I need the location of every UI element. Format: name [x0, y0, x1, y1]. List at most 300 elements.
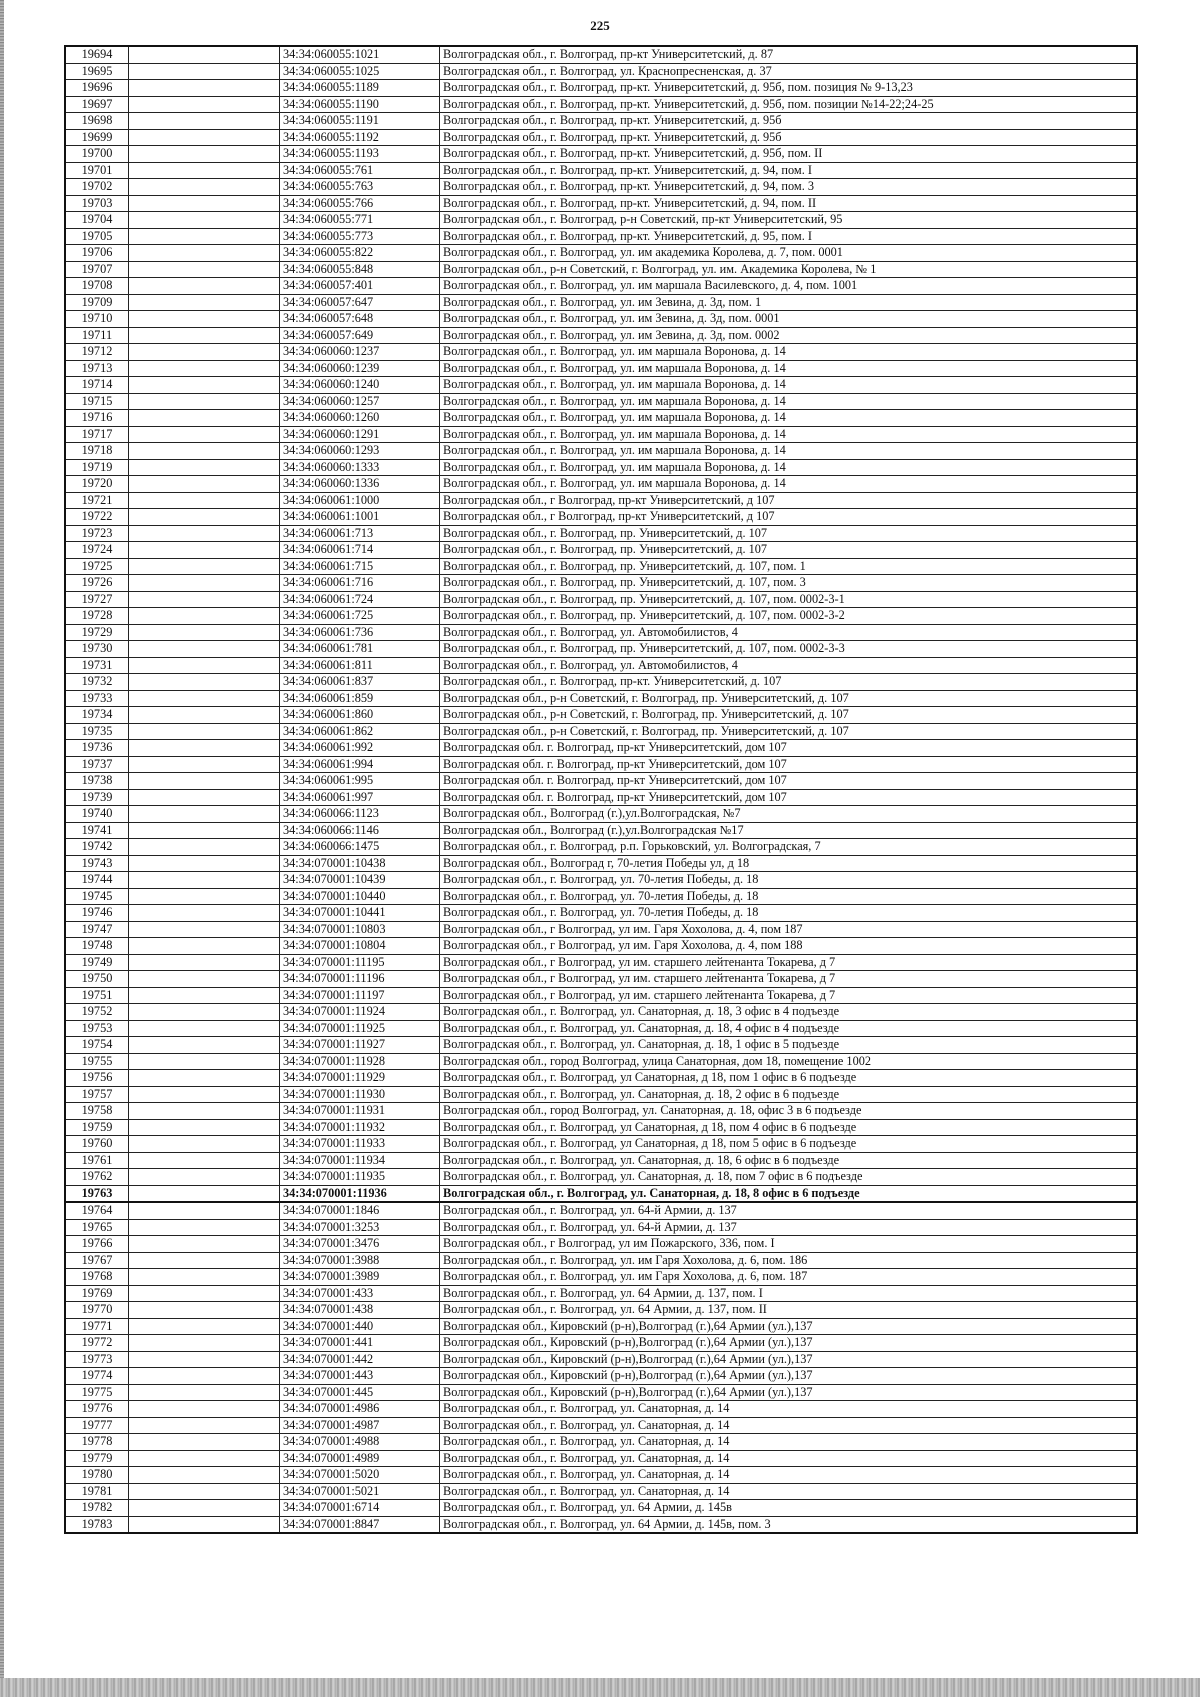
- empty-cell: [129, 1434, 280, 1451]
- address-cell: Волгоградская обл., г. Волгоград, ул. Санаторная, д. 14: [440, 1417, 1138, 1434]
- empty-cell: [129, 1202, 280, 1219]
- address-cell: Волгоградская обл., г. Волгоград, ул. им академика Королева, д. 7, пом. 0001: [440, 245, 1138, 262]
- table-row: [65, 1450, 1137, 1467]
- empty-cell: [129, 905, 280, 922]
- table-row: [65, 492, 1137, 509]
- cadastral-number-cell: 34:34:060055:773: [280, 228, 440, 245]
- table-row: [65, 476, 1137, 493]
- address-cell: Волгоградская обл., р-н Советский, г. Волгоград, пр. Университетский, д. 107: [440, 707, 1138, 724]
- row-number-cell: 19751: [65, 987, 129, 1004]
- address-cell: Волгоградская обл., г. Волгоград, пр. Университетский, д. 107, пом. 0002-3-1: [440, 591, 1138, 608]
- empty-cell: [129, 1450, 280, 1467]
- address-cell: Волгоградская обл., г. Волгоград, пр. Университетский, д. 107, пом. 0002-3-2: [440, 608, 1138, 625]
- table-row: [65, 525, 1137, 542]
- address-cell: Волгоградская обл., г. Волгоград, ул. им маршала Воронова, д. 14: [440, 476, 1138, 493]
- table-row: [65, 1467, 1137, 1484]
- table-row: [65, 773, 1137, 790]
- empty-cell: [129, 46, 280, 63]
- empty-cell: [129, 1136, 280, 1153]
- empty-cell: [129, 1185, 280, 1202]
- cadastral-number-cell: 34:34:060055:1189: [280, 80, 440, 97]
- table-row: [65, 690, 1137, 707]
- cadastral-number-cell: 34:34:060055:771: [280, 212, 440, 229]
- table-row: [65, 1252, 1137, 1269]
- table-row: [65, 1004, 1137, 1021]
- table-row: [65, 1368, 1137, 1385]
- row-number-cell: 19732: [65, 674, 129, 691]
- empty-cell: [129, 1335, 280, 1352]
- table-row: [65, 1169, 1137, 1186]
- empty-cell: [129, 245, 280, 262]
- row-number-cell: 19775: [65, 1384, 129, 1401]
- table-row: [65, 1119, 1137, 1136]
- row-number-cell: 19719: [65, 459, 129, 476]
- empty-cell: [129, 212, 280, 229]
- registry-table: [64, 45, 1138, 1534]
- table-row: [65, 1053, 1137, 1070]
- table-row: [65, 542, 1137, 559]
- table-row: [65, 1185, 1137, 1202]
- table-row: [65, 261, 1137, 278]
- address-cell: Волгоградская обл., г Волгоград, ул им. старшего лейтенанта Токарева, д 7: [440, 987, 1138, 1004]
- table-row: [65, 1219, 1137, 1236]
- empty-cell: [129, 1417, 280, 1434]
- cadastral-number-cell: 34:34:060061:992: [280, 740, 440, 757]
- address-cell: Волгоградская обл., г. Волгоград, ул. им Гаря Хохолова, д. 6, пом. 187: [440, 1269, 1138, 1286]
- table-row: [65, 1500, 1137, 1517]
- address-cell: Волгоградская обл., г. Волгоград, ул. им маршала Василевского, д. 4, пом. 1001: [440, 278, 1138, 295]
- row-number-cell: 19731: [65, 657, 129, 674]
- row-number-cell: 19736: [65, 740, 129, 757]
- empty-cell: [129, 96, 280, 113]
- empty-cell: [129, 1269, 280, 1286]
- address-cell: Волгоградская обл. г. Волгоград, пр-кт Университетский, дом 107: [440, 740, 1138, 757]
- address-cell: Волгоградская обл., г. Волгоград, ул. им маршала Воронова, д. 14: [440, 377, 1138, 394]
- cadastral-number-cell: 34:34:060061:714: [280, 542, 440, 559]
- table-row: [65, 657, 1137, 674]
- cadastral-number-cell: 34:34:070001:11927: [280, 1037, 440, 1054]
- address-cell: Волгоградская обл., Кировский (р-н),Волгоград (г.),64 Армии (ул.),137: [440, 1384, 1138, 1401]
- empty-cell: [129, 377, 280, 394]
- table-row: [65, 360, 1137, 377]
- cadastral-number-cell: 34:34:070001:4986: [280, 1401, 440, 1418]
- cadastral-number-cell: 34:34:060060:1293: [280, 443, 440, 460]
- row-number-cell: 19774: [65, 1368, 129, 1385]
- cadastral-number-cell: 34:34:070001:10440: [280, 888, 440, 905]
- address-cell: Волгоградская обл., Кировский (р-н),Волгоград (г.),64 Армии (ул.),137: [440, 1318, 1138, 1335]
- row-number-cell: 19754: [65, 1037, 129, 1054]
- address-cell: Волгоградская обл., Кировский (р-н),Волгоград (г.),64 Армии (ул.),137: [440, 1351, 1138, 1368]
- row-number-cell: 19694: [65, 46, 129, 63]
- address-cell: Волгоградская обл., г Волгоград, ул им. старшего лейтенанта Токарева, д 7: [440, 971, 1138, 988]
- row-number-cell: 19781: [65, 1483, 129, 1500]
- table-row: [65, 1384, 1137, 1401]
- empty-cell: [129, 63, 280, 80]
- address-cell: Волгоградская обл., г. Волгоград, ул. Санаторная, д. 18, 8 офис в 6 подъезде: [440, 1185, 1138, 1202]
- address-cell: Волгоградская обл., г. Волгоград, р-н Советский, пр-кт Университетский, 95: [440, 212, 1138, 229]
- empty-cell: [129, 195, 280, 212]
- address-cell: Волгоградская обл., г. Волгоград, пр. Университетский, д. 107, пом. 3: [440, 575, 1138, 592]
- row-number-cell: 19742: [65, 839, 129, 856]
- table-row: [65, 591, 1137, 608]
- empty-cell: [129, 1351, 280, 1368]
- cadastral-number-cell: 34:34:070001:11934: [280, 1152, 440, 1169]
- address-cell: Волгоградская обл., г. Волгоград, пр-кт. Университетский, д. 95б: [440, 129, 1138, 146]
- empty-cell: [129, 459, 280, 476]
- address-cell: Волгоградская обл., Волгоград г, 70-летия Победы ул, д 18: [440, 855, 1138, 872]
- row-number-cell: 19753: [65, 1020, 129, 1037]
- cadastral-number-cell: 34:34:070001:4989: [280, 1450, 440, 1467]
- empty-cell: [129, 525, 280, 542]
- table-row: [65, 707, 1137, 724]
- table-row: [65, 674, 1137, 691]
- table-row: [65, 443, 1137, 460]
- row-number-cell: 19711: [65, 327, 129, 344]
- cadastral-number-cell: 34:34:070001:10804: [280, 938, 440, 955]
- address-cell: Волгоградская обл., г. Волгоград, пр-кт Университетский, д. 87: [440, 46, 1138, 63]
- address-cell: Волгоградская обл., г. Волгоград, ул. Санаторная, д. 18, 1 офис в 5 подъезде: [440, 1037, 1138, 1054]
- cadastral-number-cell: 34:34:060066:1475: [280, 839, 440, 856]
- cadastral-number-cell: 34:34:070001:10439: [280, 872, 440, 889]
- row-number-cell: 19733: [65, 690, 129, 707]
- row-number-cell: 19738: [65, 773, 129, 790]
- address-cell: Волгоградская обл., г Волгоград, ул им Пожарского, 336, пом. I: [440, 1236, 1138, 1253]
- address-cell: Волгоградская обл., г. Волгоград, пр-кт. Университетский, д. 95, пом. I: [440, 228, 1138, 245]
- row-number-cell: 19759: [65, 1119, 129, 1136]
- table-row: [65, 1351, 1137, 1368]
- table-row: [65, 575, 1137, 592]
- empty-cell: [129, 426, 280, 443]
- row-number-cell: 19752: [65, 1004, 129, 1021]
- scan-edge-left: [0, 0, 4, 1697]
- empty-cell: [129, 690, 280, 707]
- table-row: [65, 410, 1137, 427]
- empty-cell: [129, 740, 280, 757]
- table-row: [65, 921, 1137, 938]
- row-number-cell: 19783: [65, 1516, 129, 1533]
- cadastral-number-cell: 34:34:060055:1192: [280, 129, 440, 146]
- cadastral-number-cell: 34:34:070001:10441: [280, 905, 440, 922]
- empty-cell: [129, 1169, 280, 1186]
- cadastral-number-cell: 34:34:060060:1333: [280, 459, 440, 476]
- address-cell: Волгоградская обл., г. Волгоград, ул. им маршала Воронова, д. 14: [440, 426, 1138, 443]
- row-number-cell: 19743: [65, 855, 129, 872]
- row-number-cell: 19749: [65, 954, 129, 971]
- address-cell: Волгоградская обл., р-н Советский, г. Волгоград, ул. им. Академика Королева, № 1: [440, 261, 1138, 278]
- table-row: [65, 113, 1137, 130]
- address-cell: Волгоградская обл., г. Волгоград, ул. 64 Армии, д. 145в, пом. 3: [440, 1516, 1138, 1533]
- cadastral-number-cell: 34:34:060055:761: [280, 162, 440, 179]
- address-cell: Волгоградская обл., г. Волгоград, ул. им маршала Воронова, д. 14: [440, 393, 1138, 410]
- empty-cell: [129, 113, 280, 130]
- address-cell: Волгоградская обл., Кировский (р-н),Волгоград (г.),64 Армии (ул.),137: [440, 1368, 1138, 1385]
- row-number-cell: 19710: [65, 311, 129, 328]
- empty-cell: [129, 509, 280, 526]
- row-number-cell: 19765: [65, 1219, 129, 1236]
- table-row: [65, 96, 1137, 113]
- row-number-cell: 19721: [65, 492, 129, 509]
- empty-cell: [129, 228, 280, 245]
- address-cell: Волгоградская обл., г. Волгоград, ул. Санаторная, д. 18, 6 офис в 6 подъезде: [440, 1152, 1138, 1169]
- table-row: [65, 1417, 1137, 1434]
- empty-cell: [129, 1516, 280, 1533]
- empty-cell: [129, 971, 280, 988]
- row-number-cell: 19702: [65, 179, 129, 196]
- empty-cell: [129, 492, 280, 509]
- row-number-cell: 19763: [65, 1185, 129, 1202]
- row-number-cell: 19776: [65, 1401, 129, 1418]
- row-number-cell: 19748: [65, 938, 129, 955]
- row-number-cell: 19696: [65, 80, 129, 97]
- table-row: [65, 806, 1137, 823]
- empty-cell: [129, 987, 280, 1004]
- cadastral-number-cell: 34:34:070001:11931: [280, 1103, 440, 1120]
- empty-cell: [129, 393, 280, 410]
- row-number-cell: 19756: [65, 1070, 129, 1087]
- empty-cell: [129, 954, 280, 971]
- table-row: [65, 1318, 1137, 1335]
- empty-cell: [129, 311, 280, 328]
- row-number-cell: 19782: [65, 1500, 129, 1517]
- row-number-cell: 19699: [65, 129, 129, 146]
- empty-cell: [129, 1053, 280, 1070]
- address-cell: Волгоградская обл., г. Волгоград, ул. Автомобилистов, 4: [440, 624, 1138, 641]
- table-row: [65, 228, 1137, 245]
- empty-cell: [129, 822, 280, 839]
- table-row: [65, 1152, 1137, 1169]
- empty-cell: [129, 1285, 280, 1302]
- address-cell: Волгоградская обл., г. Волгоград, ул. Санаторная, д. 14: [440, 1434, 1138, 1451]
- row-number-cell: 19757: [65, 1086, 129, 1103]
- cadastral-number-cell: 34:34:060061:811: [280, 657, 440, 674]
- cadastral-number-cell: 34:34:070001:442: [280, 1351, 440, 1368]
- row-number-cell: 19730: [65, 641, 129, 658]
- row-number-cell: 19777: [65, 1417, 129, 1434]
- table-row: [65, 162, 1137, 179]
- empty-cell: [129, 1219, 280, 1236]
- cadastral-number-cell: 34:34:060061:1000: [280, 492, 440, 509]
- row-number-cell: 19761: [65, 1152, 129, 1169]
- empty-cell: [129, 1152, 280, 1169]
- cadastral-number-cell: 34:34:060055:1021: [280, 46, 440, 63]
- empty-cell: [129, 261, 280, 278]
- address-cell: Волгоградская обл., г Волгоград, пр-кт Университетский, д 107: [440, 509, 1138, 526]
- cadastral-number-cell: 34:34:060061:994: [280, 756, 440, 773]
- cadastral-number-cell: 34:34:060057:401: [280, 278, 440, 295]
- row-number-cell: 19745: [65, 888, 129, 905]
- address-cell: Волгоградская обл., г Волгоград, ул им. Гаря Хохолова, д. 4, пом 188: [440, 938, 1138, 955]
- cadastral-number-cell: 34:34:060057:647: [280, 294, 440, 311]
- table-row: [65, 377, 1137, 394]
- row-number-cell: 19709: [65, 294, 129, 311]
- row-number-cell: 19707: [65, 261, 129, 278]
- empty-cell: [129, 1483, 280, 1500]
- empty-cell: [129, 558, 280, 575]
- cadastral-number-cell: 34:34:070001:11930: [280, 1086, 440, 1103]
- empty-cell: [129, 410, 280, 427]
- table-row: [65, 63, 1137, 80]
- cadastral-number-cell: 34:34:060060:1239: [280, 360, 440, 377]
- row-number-cell: 19779: [65, 1450, 129, 1467]
- cadastral-number-cell: 34:34:060060:1336: [280, 476, 440, 493]
- address-cell: Волгоградская обл., г. Волгоград, ул. им Зевина, д. 3д, пом. 1: [440, 294, 1138, 311]
- row-number-cell: 19698: [65, 113, 129, 130]
- address-cell: Волгоградская обл., г. Волгоград, ул. Краснопресненская, д. 37: [440, 63, 1138, 80]
- row-number-cell: 19767: [65, 1252, 129, 1269]
- row-number-cell: 19744: [65, 872, 129, 889]
- empty-cell: [129, 1020, 280, 1037]
- cadastral-number-cell: 34:34:070001:433: [280, 1285, 440, 1302]
- address-cell: Волгоградская обл., р-н Советский, г. Волгоград, пр. Университетский, д. 107: [440, 723, 1138, 740]
- cadastral-number-cell: 34:34:070001:438: [280, 1302, 440, 1319]
- table-row: [65, 971, 1137, 988]
- row-number-cell: 19780: [65, 1467, 129, 1484]
- empty-cell: [129, 1318, 280, 1335]
- table-row: [65, 1434, 1137, 1451]
- cadastral-number-cell: 34:34:070001:3476: [280, 1236, 440, 1253]
- row-number-cell: 19734: [65, 707, 129, 724]
- address-cell: Волгоградская обл., город Волгоград, ул. Санаторная, д. 18, офис 3 в 6 подъезде: [440, 1103, 1138, 1120]
- table-row: [65, 789, 1137, 806]
- table-row: [65, 1236, 1137, 1253]
- cadastral-number-cell: 34:34:070001:11195: [280, 954, 440, 971]
- row-number-cell: 19741: [65, 822, 129, 839]
- table-row: [65, 888, 1137, 905]
- address-cell: Волгоградская обл., г. Волгоград, пр-кт. Университетский, д. 95б: [440, 113, 1138, 130]
- row-number-cell: 19773: [65, 1351, 129, 1368]
- empty-cell: [129, 1119, 280, 1136]
- address-cell: Волгоградская обл., г. Волгоград, ул. 70-летия Победы, д. 18: [440, 872, 1138, 889]
- table-row: [65, 740, 1137, 757]
- table-row: [65, 839, 1137, 856]
- empty-cell: [129, 608, 280, 625]
- empty-cell: [129, 872, 280, 889]
- address-cell: Волгоградская обл., г Волгоград, ул им. старшего лейтенанта Токарева, д 7: [440, 954, 1138, 971]
- address-cell: Волгоградская обл., г. Волгоград, пр-кт. Университетский, д. 94, пом. II: [440, 195, 1138, 212]
- row-number-cell: 19747: [65, 921, 129, 938]
- address-cell: Волгоградская обл., г. Волгоград, ул. 64 Армии, д. 145в: [440, 1500, 1138, 1517]
- row-number-cell: 19739: [65, 789, 129, 806]
- row-number-cell: 19750: [65, 971, 129, 988]
- empty-cell: [129, 476, 280, 493]
- address-cell: Волгоградская обл., г. Волгоград, ул. им маршала Воронова, д. 14: [440, 344, 1138, 361]
- address-cell: Волгоградская обл., р-н Советский, г. Волгоград, пр. Университетский, д. 107: [440, 690, 1138, 707]
- address-cell: Волгоградская обл., г. Волгоград, ул. Санаторная, д. 14: [440, 1467, 1138, 1484]
- address-cell: Волгоградская обл., город Волгоград, улица Санаторная, дом 18, помещение 1002: [440, 1053, 1138, 1070]
- table-row: [65, 212, 1137, 229]
- row-number-cell: 19737: [65, 756, 129, 773]
- address-cell: Волгоградская обл., г. Волгоград, ул. 64 Армии, д. 137, пом. I: [440, 1285, 1138, 1302]
- table-row: [65, 1037, 1137, 1054]
- row-number-cell: 19760: [65, 1136, 129, 1153]
- cadastral-number-cell: 34:34:060060:1260: [280, 410, 440, 427]
- address-cell: Волгоградская обл., г. Волгоград, пр. Университетский, д. 107, пом. 0002-3-3: [440, 641, 1138, 658]
- row-number-cell: 19725: [65, 558, 129, 575]
- cadastral-number-cell: 34:34:070001:3988: [280, 1252, 440, 1269]
- table-row: [65, 195, 1137, 212]
- table-row: [65, 344, 1137, 361]
- table-row: [65, 426, 1137, 443]
- table-row: [65, 987, 1137, 1004]
- cadastral-number-cell: 34:34:070001:11196: [280, 971, 440, 988]
- empty-cell: [129, 278, 280, 295]
- cadastral-number-cell: 34:34:060057:648: [280, 311, 440, 328]
- empty-cell: [129, 1500, 280, 1517]
- address-cell: Волгоградская обл., г. Волгоград, ул. им Зевина, д. 3д, пом. 0002: [440, 327, 1138, 344]
- empty-cell: [129, 1070, 280, 1087]
- empty-cell: [129, 624, 280, 641]
- table-row: [65, 146, 1137, 163]
- cadastral-number-cell: 34:34:060055:1193: [280, 146, 440, 163]
- empty-cell: [129, 1467, 280, 1484]
- row-number-cell: 19706: [65, 245, 129, 262]
- cadastral-number-cell: 34:34:070001:11925: [280, 1020, 440, 1037]
- address-cell: Волгоградская обл., г. Волгоград, р.п. Горьковский, ул. Волгоградская, 7: [440, 839, 1138, 856]
- cadastral-number-cell: 34:34:060055:848: [280, 261, 440, 278]
- cadastral-number-cell: 34:34:060055:1025: [280, 63, 440, 80]
- row-number-cell: 19740: [65, 806, 129, 823]
- address-cell: Волгоградская обл., Кировский (р-н),Волгоград (г.),64 Армии (ул.),137: [440, 1335, 1138, 1352]
- table-row: [65, 1086, 1137, 1103]
- cadastral-number-cell: 34:34:060060:1240: [280, 377, 440, 394]
- cadastral-number-cell: 34:34:060055:1190: [280, 96, 440, 113]
- cadastral-number-cell: 34:34:060061:995: [280, 773, 440, 790]
- table-row: [65, 1269, 1137, 1286]
- row-number-cell: 19755: [65, 1053, 129, 1070]
- address-cell: Волгоградская обл., г. Волгоград, ул. Санаторная, д. 18, 3 офис в 4 подъезде: [440, 1004, 1138, 1021]
- cadastral-number-cell: 34:34:060057:649: [280, 327, 440, 344]
- address-cell: Волгоградская обл., г. Волгоград, пр-кт. Университетский, д. 95б, пом. позиции №14-22;24-25: [440, 96, 1138, 113]
- row-number-cell: 19708: [65, 278, 129, 295]
- row-number-cell: 19769: [65, 1285, 129, 1302]
- address-cell: Волгоградская обл., г. Волгоград, ул. Санаторная, д. 14: [440, 1483, 1138, 1500]
- cadastral-number-cell: 34:34:070001:11936: [280, 1185, 440, 1202]
- row-number-cell: 19746: [65, 905, 129, 922]
- cadastral-number-cell: 34:34:060061:860: [280, 707, 440, 724]
- address-cell: Волгоградская обл., г. Волгоград, пр. Университетский, д. 107: [440, 525, 1138, 542]
- empty-cell: [129, 888, 280, 905]
- address-cell: Волгоградская обл., г. Волгоград, ул. 64-й Армии, д. 137: [440, 1219, 1138, 1236]
- row-number-cell: 19722: [65, 509, 129, 526]
- address-cell: Волгоградская обл. г. Волгоград, пр-кт Университетский, дом 107: [440, 789, 1138, 806]
- row-number-cell: 19764: [65, 1202, 129, 1219]
- cadastral-number-cell: 34:34:060055:766: [280, 195, 440, 212]
- row-number-cell: 19729: [65, 624, 129, 641]
- table-row: [65, 129, 1137, 146]
- cadastral-number-cell: 34:34:070001:11933: [280, 1136, 440, 1153]
- address-cell: Волгоградская обл., г. Волгоград, ул Санаторная, д 18, пом 4 офис в 6 подъезде: [440, 1119, 1138, 1136]
- address-cell: Волгоградская обл., г. Волгоград, ул. 64 Армии, д. 137, пом. II: [440, 1302, 1138, 1319]
- cadastral-number-cell: 34:34:070001:11928: [280, 1053, 440, 1070]
- row-number-cell: 19697: [65, 96, 129, 113]
- cadastral-number-cell: 34:34:070001:1846: [280, 1202, 440, 1219]
- row-number-cell: 19727: [65, 591, 129, 608]
- table-row: [65, 558, 1137, 575]
- row-number-cell: 19762: [65, 1169, 129, 1186]
- table-row: [65, 46, 1137, 63]
- empty-cell: [129, 1004, 280, 1021]
- table-row: [65, 1136, 1137, 1153]
- cadastral-number-cell: 34:34:060055:1191: [280, 113, 440, 130]
- row-number-cell: 19716: [65, 410, 129, 427]
- table-row: [65, 641, 1137, 658]
- empty-cell: [129, 575, 280, 592]
- empty-cell: [129, 1086, 280, 1103]
- address-cell: Волгоградская обл. г. Волгоград, пр-кт Университетский, дом 107: [440, 773, 1138, 790]
- address-cell: Волгоградская обл., Волгоград (г.),ул.Волгоградская, №7: [440, 806, 1138, 823]
- cadastral-number-cell: 34:34:070001:4988: [280, 1434, 440, 1451]
- row-number-cell: 19726: [65, 575, 129, 592]
